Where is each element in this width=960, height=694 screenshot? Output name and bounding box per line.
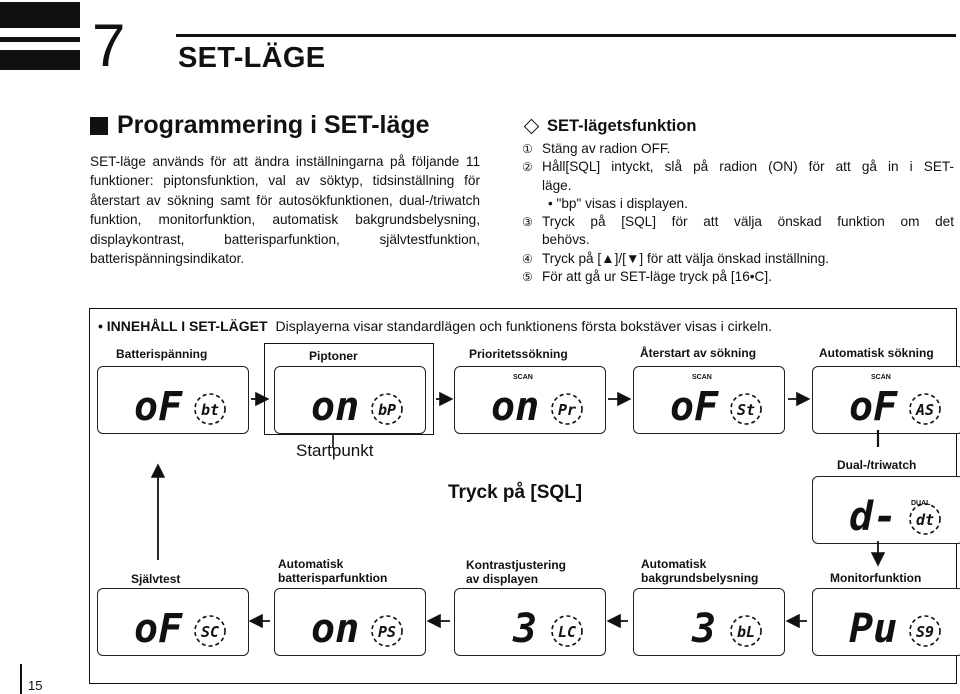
lcd-indicator-tag: DUAL (911, 500, 931, 507)
step-note: • "bp" visas i displayen. (548, 195, 688, 211)
lcd-dual (812, 476, 960, 544)
lcd-autoscan (812, 366, 960, 434)
label-monitor: Monitorfunktion (830, 571, 922, 585)
step-2 (522, 158, 954, 176)
chapter-tab-bar-top (0, 2, 80, 28)
lcd-contrast (454, 588, 606, 656)
label-autoscan: Automatisk sökning (819, 346, 934, 360)
start-point-label: Startpunkt (296, 441, 374, 460)
step-number: ③ (522, 215, 533, 230)
lcd-main-readout: 3 (513, 606, 538, 652)
step-number: ① (522, 142, 533, 156)
lcd-screen (275, 367, 425, 433)
lcd-backlight (633, 588, 785, 656)
label-selftest: Självtest (131, 572, 181, 586)
step-number: ⑤ (522, 270, 533, 285)
lcd-main-readout: on (491, 384, 540, 430)
section-title-text: Programmering i SET-läge (117, 111, 430, 139)
lcd-indicator-tag: SCAN (513, 374, 533, 381)
lcd-main-readout: oF (849, 384, 898, 430)
label-batt: Batterispänning (116, 347, 208, 361)
lcd-function-code: S9 (915, 623, 935, 641)
header-rule (176, 34, 956, 37)
step-3 (522, 213, 954, 231)
step-text-continued: behövs. (542, 232, 590, 248)
lcd-function-code: PS (377, 623, 397, 641)
lcd-function-code: bL (736, 623, 756, 641)
lcd-monitor (812, 588, 960, 656)
procedure-steps (522, 140, 954, 286)
lcd-screen (275, 589, 425, 655)
lcd-screen (455, 589, 605, 655)
step-text: Stäng av radion OFF. (542, 141, 671, 156)
chapter-number: 7 (92, 12, 126, 79)
step-text: Håll[SQL] intyckt, slå på radion (ON) för att gå in i SET- (542, 159, 954, 175)
lcd-batt (97, 366, 249, 434)
lcd-function-code: dt (915, 511, 935, 529)
procedure-title-text: SET-lägetsfunktion (547, 117, 697, 135)
diamond-icon (524, 119, 540, 135)
lcd-selftest (97, 588, 249, 656)
lcd-powersave (274, 588, 426, 656)
lcd-screen (455, 367, 605, 433)
lcd-indicator-tag: SCAN (871, 374, 891, 381)
label-contrast: Kontrastjustering av displayen (466, 558, 567, 586)
intro-paragraph: SET-läge används för att ändra inställningarna på följande 11 funktioner: piptonsfunktion, val av söktyp, tidsinställning för återstart av sökning samt för autosökfunktionen, dual-/triwatch funktion, monitorfunktion, automatisk bakgrundsbelysning, displaykontrast, batterisparfunktion, självtestfunktion, batterispänningsindikator. (90, 154, 480, 267)
contents-box-heading (98, 318, 772, 334)
page-number: 15 (28, 678, 43, 693)
lcd-screen (634, 367, 784, 433)
square-bullet-icon (90, 117, 108, 135)
step-text: Tryck på [SQL] för att välja önskad funktion om det (542, 214, 954, 230)
lcd-screen (98, 367, 248, 433)
page-number-rule (20, 664, 22, 694)
step-number: ② (522, 160, 533, 175)
label-beep: Piptoner (309, 349, 358, 363)
lcd-main-readout: oF (670, 384, 719, 430)
lcd-main-readout: on (311, 384, 360, 430)
step-text: För att gå ur SET-läge tryck på [16•C]. (542, 269, 772, 285)
lcd-function-code: Pr (557, 401, 577, 419)
lcd-main-readout: d- (849, 494, 898, 540)
chapter-tab-bar-bottom (0, 50, 80, 70)
lcd-main-readout: 3 (692, 606, 717, 652)
label-dual: Dual-/triwatch (837, 458, 917, 472)
contents-box-title: • INNEHÅLL I SET-LÄGET (98, 318, 268, 334)
chapter-title: SET-LÄGE (178, 42, 326, 74)
lcd-screen (634, 589, 784, 655)
lcd-main-readout: oF (134, 384, 183, 430)
step-4 (522, 250, 954, 268)
lcd-function-code: LC (557, 623, 577, 641)
step-text: Tryck på [▲]/[▼] för att välja önskad inställning. (542, 250, 830, 266)
step-5 (522, 268, 954, 286)
lcd-screen (813, 367, 960, 433)
lcd-beep (274, 366, 426, 434)
step-1 (522, 140, 954, 158)
lcd-function-code: bt (200, 401, 220, 419)
lcd-function-code: SC (200, 623, 220, 641)
procedure-title (522, 117, 696, 136)
lcd-main-readout: Pu (849, 606, 898, 652)
lcd-screen (98, 589, 248, 655)
section-title (90, 111, 430, 140)
lcd-prio (454, 366, 606, 434)
chapter-tab-bar-mid (0, 37, 80, 42)
contents-box-subtitle: Displayerna visar standardlägen och funktionens första bokstäver visas i cirkeln. (275, 318, 773, 334)
label-powersave: Automatisk batterisparfunktion (278, 557, 388, 585)
lcd-function-code: St (736, 401, 756, 419)
lcd-resume (633, 366, 785, 434)
label-resume: Återstart av sökning (640, 346, 757, 360)
step-number: ④ (522, 251, 533, 266)
label-prio: Prioritetssökning (469, 347, 568, 361)
lcd-function-code: bP (377, 401, 397, 419)
lcd-main-readout: oF (134, 606, 183, 652)
press-sql-label: Tryck på [SQL] (448, 482, 583, 503)
lcd-screen (813, 589, 960, 655)
step-text-continued: läge. (542, 177, 572, 193)
lcd-function-code: AS (915, 401, 935, 419)
lcd-indicator-tag: SCAN (692, 374, 712, 381)
lcd-screen (813, 477, 960, 543)
label-backlight: Automatisk bakgrundsbelysning (641, 557, 759, 585)
lcd-main-readout: on (311, 606, 360, 652)
